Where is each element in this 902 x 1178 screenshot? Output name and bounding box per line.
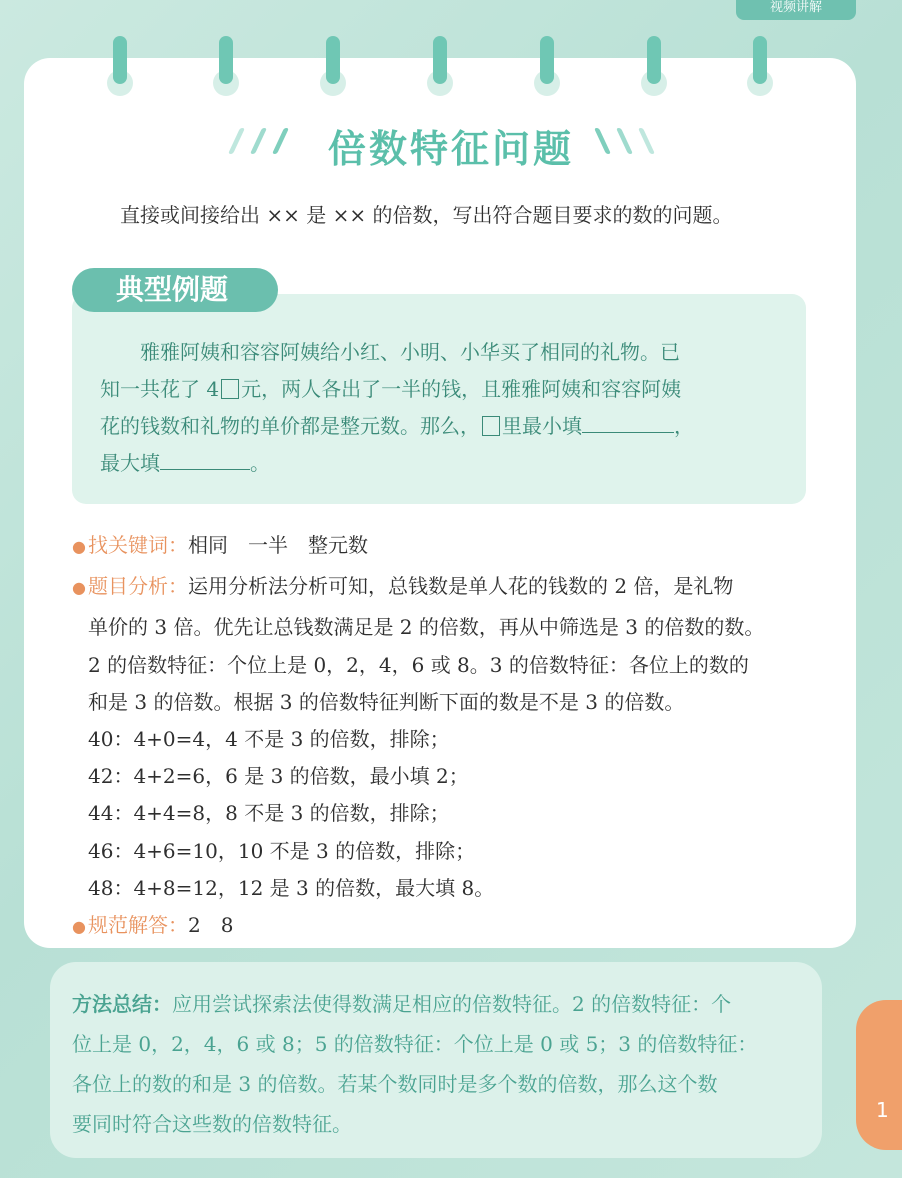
- summary-line: 方法总结：应用尝试探索法使得数满足相应的倍数特征。2 的倍数特征：个: [72, 992, 732, 1016]
- answer-line: [72, 910, 233, 942]
- check-line: 40：4+0=4，4 不是 3 的倍数，排除；: [88, 727, 450, 751]
- page-title: 倍数特征问题: [327, 127, 574, 171]
- answer-blank: [160, 451, 250, 470]
- check-line: 42：4+2=6，6 是 3 的倍数，最小填 2；: [88, 764, 469, 788]
- bullet-icon: ●: [72, 917, 86, 936]
- binder-ring: [326, 36, 340, 84]
- problem-line: 知一共花了 4 元，两人各出了一半的钱，且雅雅阿姨和容容阿姨: [100, 377, 682, 401]
- example-heading: 典型例题: [72, 268, 278, 312]
- problem-line: 花的钱数和礼物的单价都是整元数。那么， 里最小填 ，: [100, 414, 694, 438]
- summary-line: 位上是 0，2，4，6 或 8；5 的倍数特征：个位上是 0 或 5；3 的倍数特征：: [72, 1032, 758, 1056]
- bullet-icon: ●: [72, 537, 86, 556]
- check-line: 48：4+8=12，12 是 3 的倍数，最大填 8。: [88, 876, 495, 900]
- check-line: 44：4+4=8，8 不是 3 的倍数，排除；: [88, 801, 450, 825]
- problem-line: 最大填 。: [100, 451, 270, 475]
- analysis-line: 和是 3 的倍数。根据 3 的倍数特征判断下面的数是不是 3 的倍数。: [88, 690, 685, 714]
- check-line: 46：4+6=10，10 不是 3 的倍数，排除；: [88, 839, 476, 863]
- example-problem: [100, 334, 790, 482]
- answer-blank: [582, 414, 674, 433]
- answer-label: 规范解答：: [87, 913, 188, 937]
- keywords-label: 找关键词：: [87, 533, 188, 557]
- keywords-text: 相同 一半 整元数: [187, 533, 368, 557]
- page-number-tab: [856, 1000, 902, 1150]
- blank-box-icon: [221, 379, 239, 399]
- analysis-label: 题目分析：: [87, 574, 188, 598]
- summary-line: 各位上的数的和是 3 的倍数。若某个数同时是多个数的倍数，那么这个数: [72, 1072, 718, 1096]
- analysis-line: 单价的 3 倍。优先让总钱数满足是 2 的倍数，再从中筛选是 3 的倍数的数。: [88, 615, 765, 639]
- summary-line: 要同时符合这些数的倍数特征。: [72, 1112, 352, 1136]
- method-summary: [72, 984, 808, 1144]
- blank-box-icon: [482, 416, 500, 436]
- bullet-icon: ●: [72, 578, 86, 597]
- page-number: 1: [876, 1098, 889, 1122]
- problem-line: 雅雅阿姨和容容阿姨给小红、小明、小华买了相同的礼物。已: [100, 340, 680, 364]
- answer-text: 2 8: [187, 913, 234, 937]
- binder-ring: [433, 36, 447, 84]
- binder-ring: [540, 36, 554, 84]
- summary-label: 方法总结：: [72, 992, 172, 1016]
- binder-ring: [647, 36, 661, 84]
- keywords-line: [72, 530, 368, 562]
- binder-ring: [753, 36, 767, 84]
- analysis-line: 2 的倍数特征：个位上是 0，2，4，6 或 8。3 的倍数特征：各位上的数的: [88, 653, 749, 677]
- intro-text: 直接或间接给出 ×× 是 ×× 的倍数，写出符合题目要求的数的问题。: [120, 203, 733, 227]
- analysis-line: ● 题目分析：运用分析法分析可知，总钱数是单人花的钱数的 2 倍，是礼物: [72, 574, 734, 598]
- binder-ring: [113, 36, 127, 84]
- video-tab[interactable]: 视频讲解: [736, 0, 856, 20]
- binder-ring: [219, 36, 233, 84]
